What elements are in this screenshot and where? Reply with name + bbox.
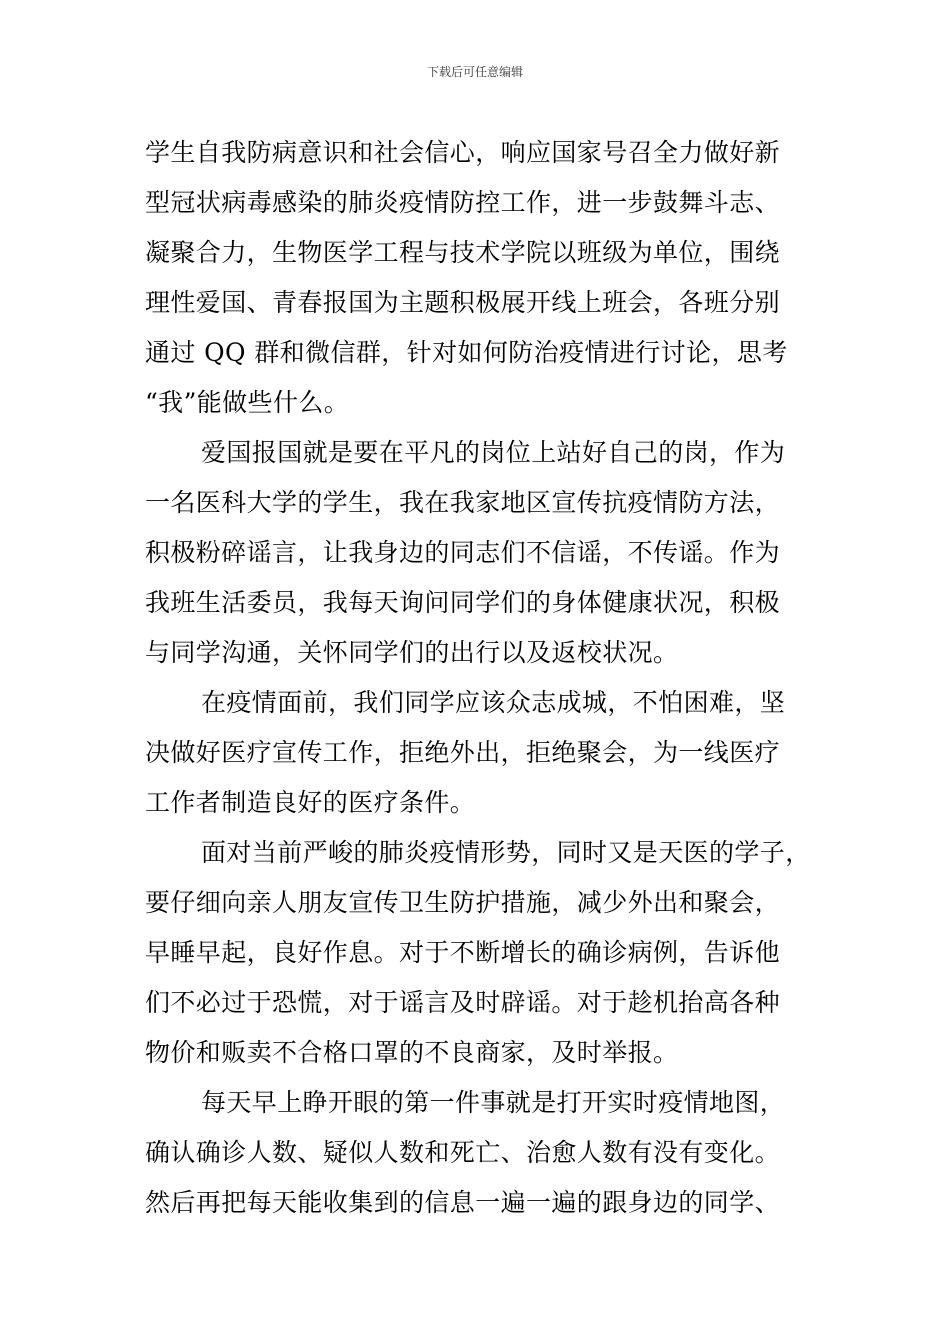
paragraph-5 bbox=[145, 1078, 835, 1228]
paragraph-4 bbox=[145, 828, 835, 1078]
text-line: 确认确诊人数、疑似人数和死亡、治愈人数有没有变化。 bbox=[145, 1138, 781, 1167]
page-header: 下载后可任意编辑 bbox=[426, 65, 523, 79]
text-line: 物价和贩卖不合格口罩的不良商家，及时举报。 bbox=[145, 1038, 679, 1067]
text-line: 理性爱国、青春报国为主题积极展开线上班会，各班分别 bbox=[145, 288, 781, 317]
text-line-indented: 面对当前严峻的肺炎疫情形势，同时又是天医的学子， bbox=[201, 838, 811, 867]
text-line-indented: 每天早上睁开眼的第一件事就是打开实时疫情地图， bbox=[201, 1088, 786, 1117]
text-line: 要仔细向亲人朋友宣传卫生防护措施，减少外出和聚会， bbox=[145, 888, 781, 917]
text-line: 与同学沟通，关怀同学们的出行以及返校状况。 bbox=[145, 638, 679, 667]
text-line: “我”能做些什么。 bbox=[145, 388, 350, 417]
text-line: 然后再把每天能收集到的信息一遍一遍的跟身边的同学、 bbox=[145, 1188, 781, 1217]
text-line: 我班生活委员，我每天询问同学们的身体健康状况，积极 bbox=[145, 588, 781, 617]
text-line: 工作者制造良好的医疗条件。 bbox=[145, 788, 476, 817]
document-body bbox=[145, 128, 835, 1228]
text-line: 学生自我防病意识和社会信心，响应国家号召全力做好新 bbox=[145, 138, 781, 167]
text-line: 一名医科大学的学生，我在我家地区宣传抗疫情防方法， bbox=[145, 488, 781, 517]
text-line: 积极粉碎谣言，让我身边的同志们不信谣，不传谣。作为 bbox=[145, 538, 781, 567]
text-line-indented: 爱国报国就是要在平凡的岗位上站好自己的岗，作为 bbox=[201, 438, 786, 467]
paragraph-1 bbox=[145, 128, 835, 428]
paragraph-3 bbox=[145, 678, 835, 828]
text-line: 型冠状病毒感染的肺炎疫情防控工作，进一步鼓舞斗志、 bbox=[145, 188, 781, 217]
text-line: 决做好医疗宣传工作，拒绝外出，拒绝聚会，为一线医疗 bbox=[145, 738, 781, 767]
text-line: 们不必过于恐慌，对于谣言及时辟谣。对于趁机抬高各种 bbox=[145, 988, 781, 1017]
text-line: 早睡早起，良好作息。对于不断增长的确诊病例，告诉他 bbox=[145, 938, 781, 967]
text-line: 通过 QQ 群和微信群，针对如何防治疫情进行讨论，思考 bbox=[145, 338, 788, 367]
text-line-indented: 在疫情面前，我们同学应该众志成城，不怕困难，坚 bbox=[201, 688, 786, 717]
text-line: 凝聚合力，生物医学工程与技术学院以班级为单位，围绕 bbox=[145, 238, 781, 267]
paragraph-2 bbox=[145, 428, 835, 678]
